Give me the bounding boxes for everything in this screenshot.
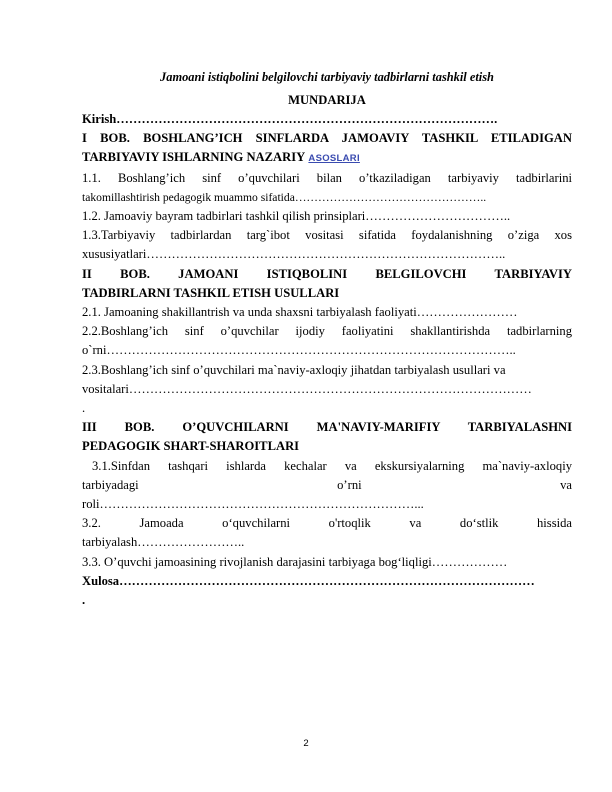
toc-section-3-2-line-1: 3.2. Jamoada o‘quvchilarni o'rtoqlik va do‘stlik hissida — [82, 516, 572, 531]
toc-chapter-1-text: TARBIYAVIY ISHLARNING NAZARIY — [82, 150, 306, 165]
toc-chapter-1-line-1: I BOB. BOSHLANG’ICH SINFLARDA JAMOAVIY TASHKIL ETILADIGAN — [82, 131, 572, 146]
toc-section-2-2-line-2: o`rni…………………………………………………………………………………….. — [82, 343, 516, 358]
toc-section-3-2-line-2: tarbiyalash…………………….. — [82, 535, 245, 550]
toc-heading: MUNDARIJA — [288, 93, 366, 107]
toc-section-3-1-line-1: 3.1.Sinfdan tashqari ishlarda kechalar va ekskursiyalarning ma`naviy-axloqiy — [92, 458, 572, 473]
toc-entry-kirish: Kirish………………………………………………………………………………. — [82, 112, 498, 126]
toc-section-3-1-line-2: tarbiyadagi o’rni va — [82, 477, 572, 492]
toc-entry-xulosa: Xulosa……………………………………………………………………………………… — [82, 573, 535, 588]
toc-entry-xulosa-dot: . — [82, 593, 86, 608]
toc-chapter-3-line-2: PEDAGOGIK SHART-SHAROITLARI — [82, 439, 300, 454]
document-title: Jamoani istiqbolini belgilovchi tarbiyaviy tadbirlarni tashkil etish — [160, 70, 494, 84]
toc-section-1-3-line-2: xususiyatlari………………………………………………………………………….. — [82, 247, 506, 262]
toc-section-2-3-line-2: vositalari…………………………………………………………………………………… — [82, 381, 532, 396]
toc-chapter-2-line-1: II BOB. JAMOANI ISTIQBOLINI BELGILOVCHI TARBIYAVIY — [82, 266, 572, 281]
toc-section-2-2-line-1: 2.2.Boshlang’ich sinf o’quvchilar ijodiy faoliyatini shakllantirishda tadbirlarning — [82, 324, 572, 339]
toc-chapter-1-line-2 — [82, 148, 572, 168]
page-number: 2 — [303, 738, 309, 749]
asoslari-link[interactable]: ASOSLARI — [308, 153, 360, 165]
document-page — [82, 68, 572, 610]
toc-chapter-3-line-1: III BOB. O’QUVCHILARNI MA'NAVIY-MARIFIY TARBIYALASHNI — [82, 420, 572, 435]
toc-section-1-1-line-2 — [82, 188, 572, 207]
toc-section-1-3-line-1: 1.3.Tarbiyaviy tadbirlardan targ`ibot vositasi sifatida foydalanishning o’ziga xos — [82, 228, 572, 243]
toc-section-2-1: 2.1. Jamoaning shakillantrish va unda shaxsni tarbiyalash faoliyati…………………… — [82, 305, 518, 320]
toc-section-1-1-line-1: 1.1. Boshlang’ich sinf o’quvchilari bilan o’tkaziladigan tarbiyaviy tadbirlarini — [82, 170, 572, 185]
toc-section-1-1-text: takomillashtirish pedagogik muammo sifatida………………………………………….. — [82, 190, 487, 204]
toc-section-1-2: 1.2. Jamoaviy bayram tadbirlari tashkil qilish prinsiplari…………………………….. — [82, 209, 511, 224]
toc-chapter-2-line-2: TADBIRLARNI TASHKIL ETISH USULLARI — [82, 285, 340, 300]
toc-section-3-1-line-3: roli…………………………………………………………………... — [82, 497, 424, 512]
toc-section-2-3-line-1: 2.3.Boshlang’ich sinf o’quvchilari ma`naviy-axloqiy jihatdan tarbiyalash usullari va — [82, 362, 506, 377]
toc-section-2-3-line-3: . — [82, 401, 86, 416]
toc-section-3-3: 3.3. O’quvchi jamoasining rivojlanish darajasini tarbiyaga bog‘liqligi……………… — [82, 554, 508, 569]
